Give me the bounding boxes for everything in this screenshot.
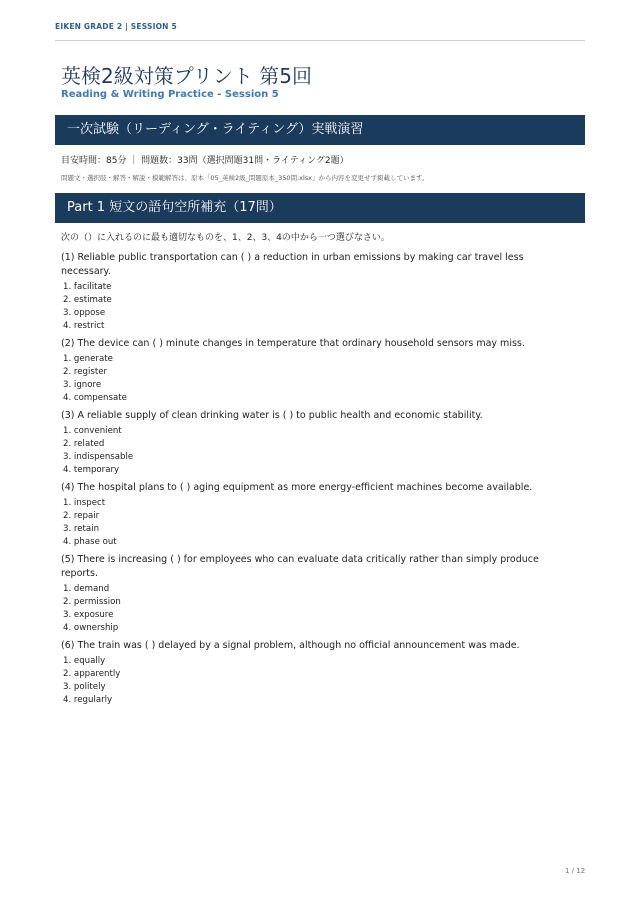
question-4 <box>61 481 561 549</box>
option-list <box>61 497 561 549</box>
option-3: 3. ignore <box>63 380 102 390</box>
question-3 <box>61 409 561 477</box>
option-3: 3. retain <box>63 524 100 534</box>
question-6 <box>61 639 561 707</box>
option-1: 1. demand <box>63 584 110 594</box>
option-4: 4. compensate <box>63 393 127 403</box>
option-list <box>61 583 561 635</box>
question-2 <box>61 337 561 405</box>
option-3: 3. politely <box>63 682 106 692</box>
question-5 <box>61 553 561 635</box>
question-text: (4) The hospital plans to ( ) aging equipment as more energy-efficient machines become available. <box>61 482 533 493</box>
part1-instruction: 次の（）に入れるのに最も適切なものを、1、2、3、4の中から一つ選びなさい。 <box>61 233 390 243</box>
option-list <box>61 353 561 405</box>
option-4: 4. regularly <box>63 695 113 705</box>
option-1: 1. generate <box>63 354 113 364</box>
question-text: (1) Reliable public transportation can ( ) a reduction in urban emissions by making car travel less necessary. <box>61 252 524 277</box>
option-3: 3. oppose <box>63 308 106 318</box>
question-list <box>61 251 561 711</box>
option-2: 2. repair <box>63 511 100 521</box>
page-title: 英検2級対策プリント 第5回 <box>61 64 313 88</box>
question-text: (5) There is increasing ( ) for employees who can evaluate data critically rather than simply produce reports. <box>61 554 539 579</box>
option-1: 1. convenient <box>63 426 122 436</box>
option-1: 1. equally <box>63 656 106 666</box>
option-3: 3. exposure <box>63 610 114 620</box>
option-1: 1. inspect <box>63 498 106 508</box>
question-text: (6) The train was ( ) delayed by a signal problem, although no official announcement was made. <box>61 640 520 651</box>
option-2: 2. estimate <box>63 295 112 305</box>
option-list <box>61 281 561 333</box>
question-text: (2) The device can ( ) minute changes in temperature that ordinary household sensors may miss. <box>61 338 525 349</box>
question-1 <box>61 251 561 333</box>
option-4: 4. ownership <box>63 623 119 633</box>
exam-meta: 目安時間：85分 ｜ 問題数：33問（選択問題31問・ライティング2題） <box>61 156 349 166</box>
option-4: 4. restrict <box>63 321 105 331</box>
header-divider <box>55 40 585 41</box>
option-2: 2. apparently <box>63 669 121 679</box>
option-4: 4. temporary <box>63 465 120 475</box>
option-4: 4. phase out <box>63 537 117 547</box>
option-2: 2. related <box>63 439 105 449</box>
question-text: (3) A reliable supply of clean drinking water is ( ) to public health and economic stability. <box>61 410 483 421</box>
section-heading-part1: Part 1 短文の語句空所補充（17問） <box>55 193 585 223</box>
option-3: 3. indispensable <box>63 452 134 462</box>
option-list <box>61 655 561 707</box>
page-subtitle: Reading & Writing Practice - Session 5 <box>61 89 279 100</box>
option-2: 2. permission <box>63 597 121 607</box>
source-note: 問題文・選択肢・解答・解説・模範解答は、原本「05_英検2級_問題原本_350問.xlsx」から内容を変更せず掲載しています。 <box>61 174 429 182</box>
option-list <box>61 425 561 477</box>
option-1: 1. facilitate <box>63 282 112 292</box>
page-number: 1 / 12 <box>565 867 586 875</box>
running-header: EIKEN GRADE 2 | SESSION 5 <box>55 22 177 31</box>
section-heading-exam: 一次試験（リーディング・ライティング）実戦演習 <box>55 115 585 145</box>
option-2: 2. register <box>63 367 108 377</box>
